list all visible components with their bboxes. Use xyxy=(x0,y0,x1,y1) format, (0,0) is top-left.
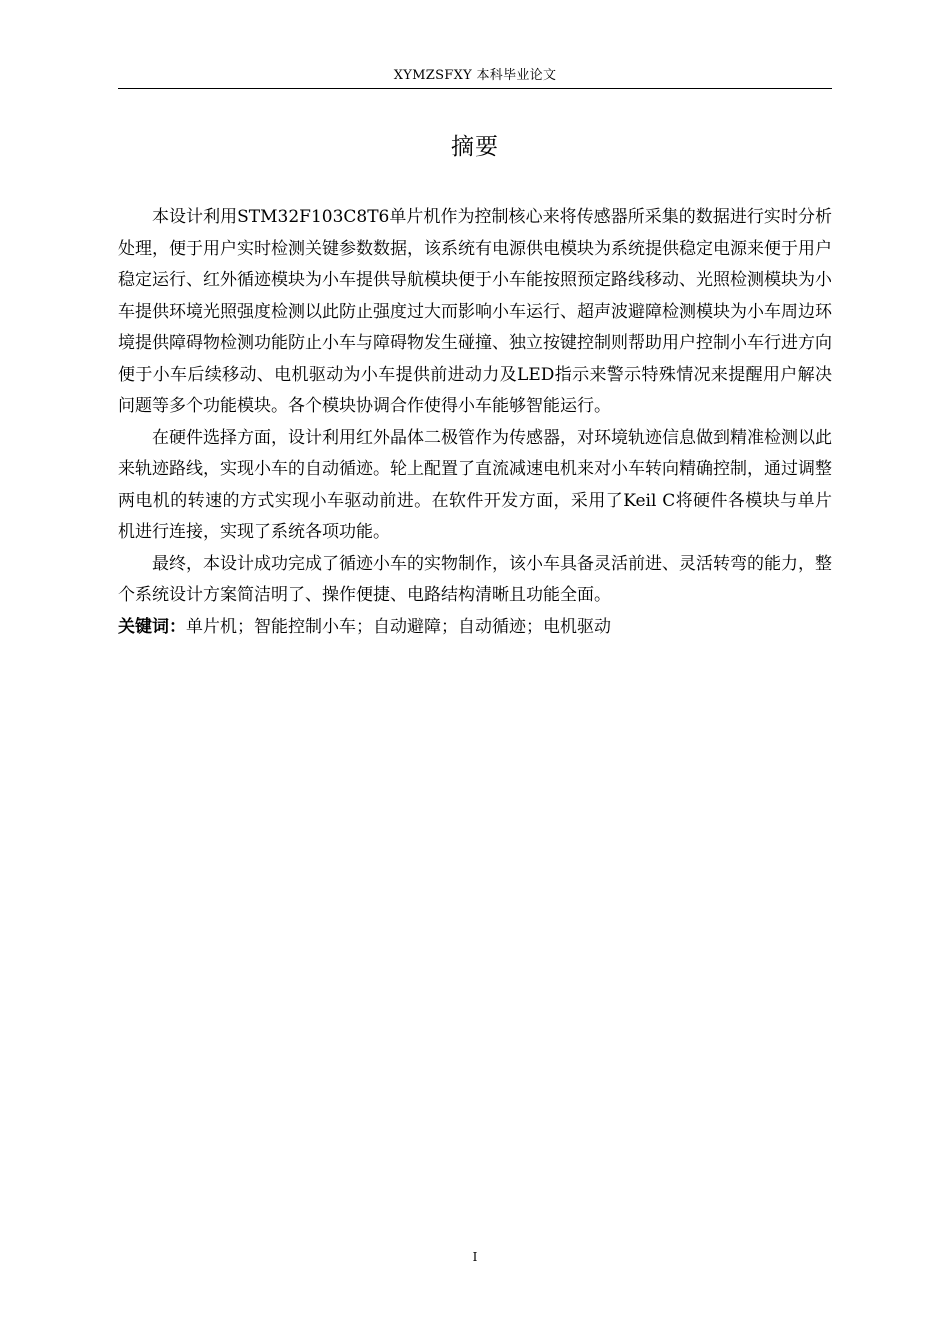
abstract-paragraph-2: 在硬件选择方面，设计利用红外晶体二极管作为传感器，对环境轨迹信息做到精准检测以此来轨迹路线，实现小车的自动循迹。轮上配置了直流减速电机来对小车转向精确控制，通过调整两电机的转速的方式实现小车驱动前进。在软件开发方面，采用了Keil C将硬件各模块与单片机进行连接，实现了系统各项功能。 xyxy=(118,427,832,542)
keywords-label: 关键词： xyxy=(118,616,186,637)
abstract-body xyxy=(118,202,832,643)
abstract-paragraph-3: 最终，本设计成功完成了循迹小车的实物制作，该小车具备灵活前进、灵活转弯的能力，整个系统设计方案简洁明了、操作便捷、电路结构清晰且功能全面。 xyxy=(118,553,832,605)
keywords-line xyxy=(118,612,832,644)
page-number: I xyxy=(472,1250,478,1264)
header-divider xyxy=(118,88,832,89)
abstract-title: 摘要 xyxy=(451,134,499,160)
abstract-paragraph-1: 本设计利用STM32F103C8T6单片机作为控制核心来将传感器所采集的数据进行实时分析处理，便于用户实时检测关键参数数据，该系统有电源供电模块为系统提供稳定电源来便于用户稳定运行、红外循迹模块为小车提供导航模块便于小车能按照预定路线移动、光照检测模块为小车提供环境光照强度检测以此防止强度过大而影响小车运行、超声波避障检测模块为小车周边环境提供障碍物检测功能防止小车与障碍物发生碰撞、独立按键控制则帮助用户控制小车行进方向便于小车后续移动、电机驱动为小车提供前进动力及LED指示来警示特殊情况来提醒用户解决问题等多个功能模块。各个模块协调合作使得小车能够智能运行。 xyxy=(118,207,832,416)
keywords-text: 单片机；智能控制小车；自动避障；自动循迹；电机驱动 xyxy=(186,616,611,637)
page-header-text: XYMZSFXY 本科毕业论文 xyxy=(393,68,557,83)
